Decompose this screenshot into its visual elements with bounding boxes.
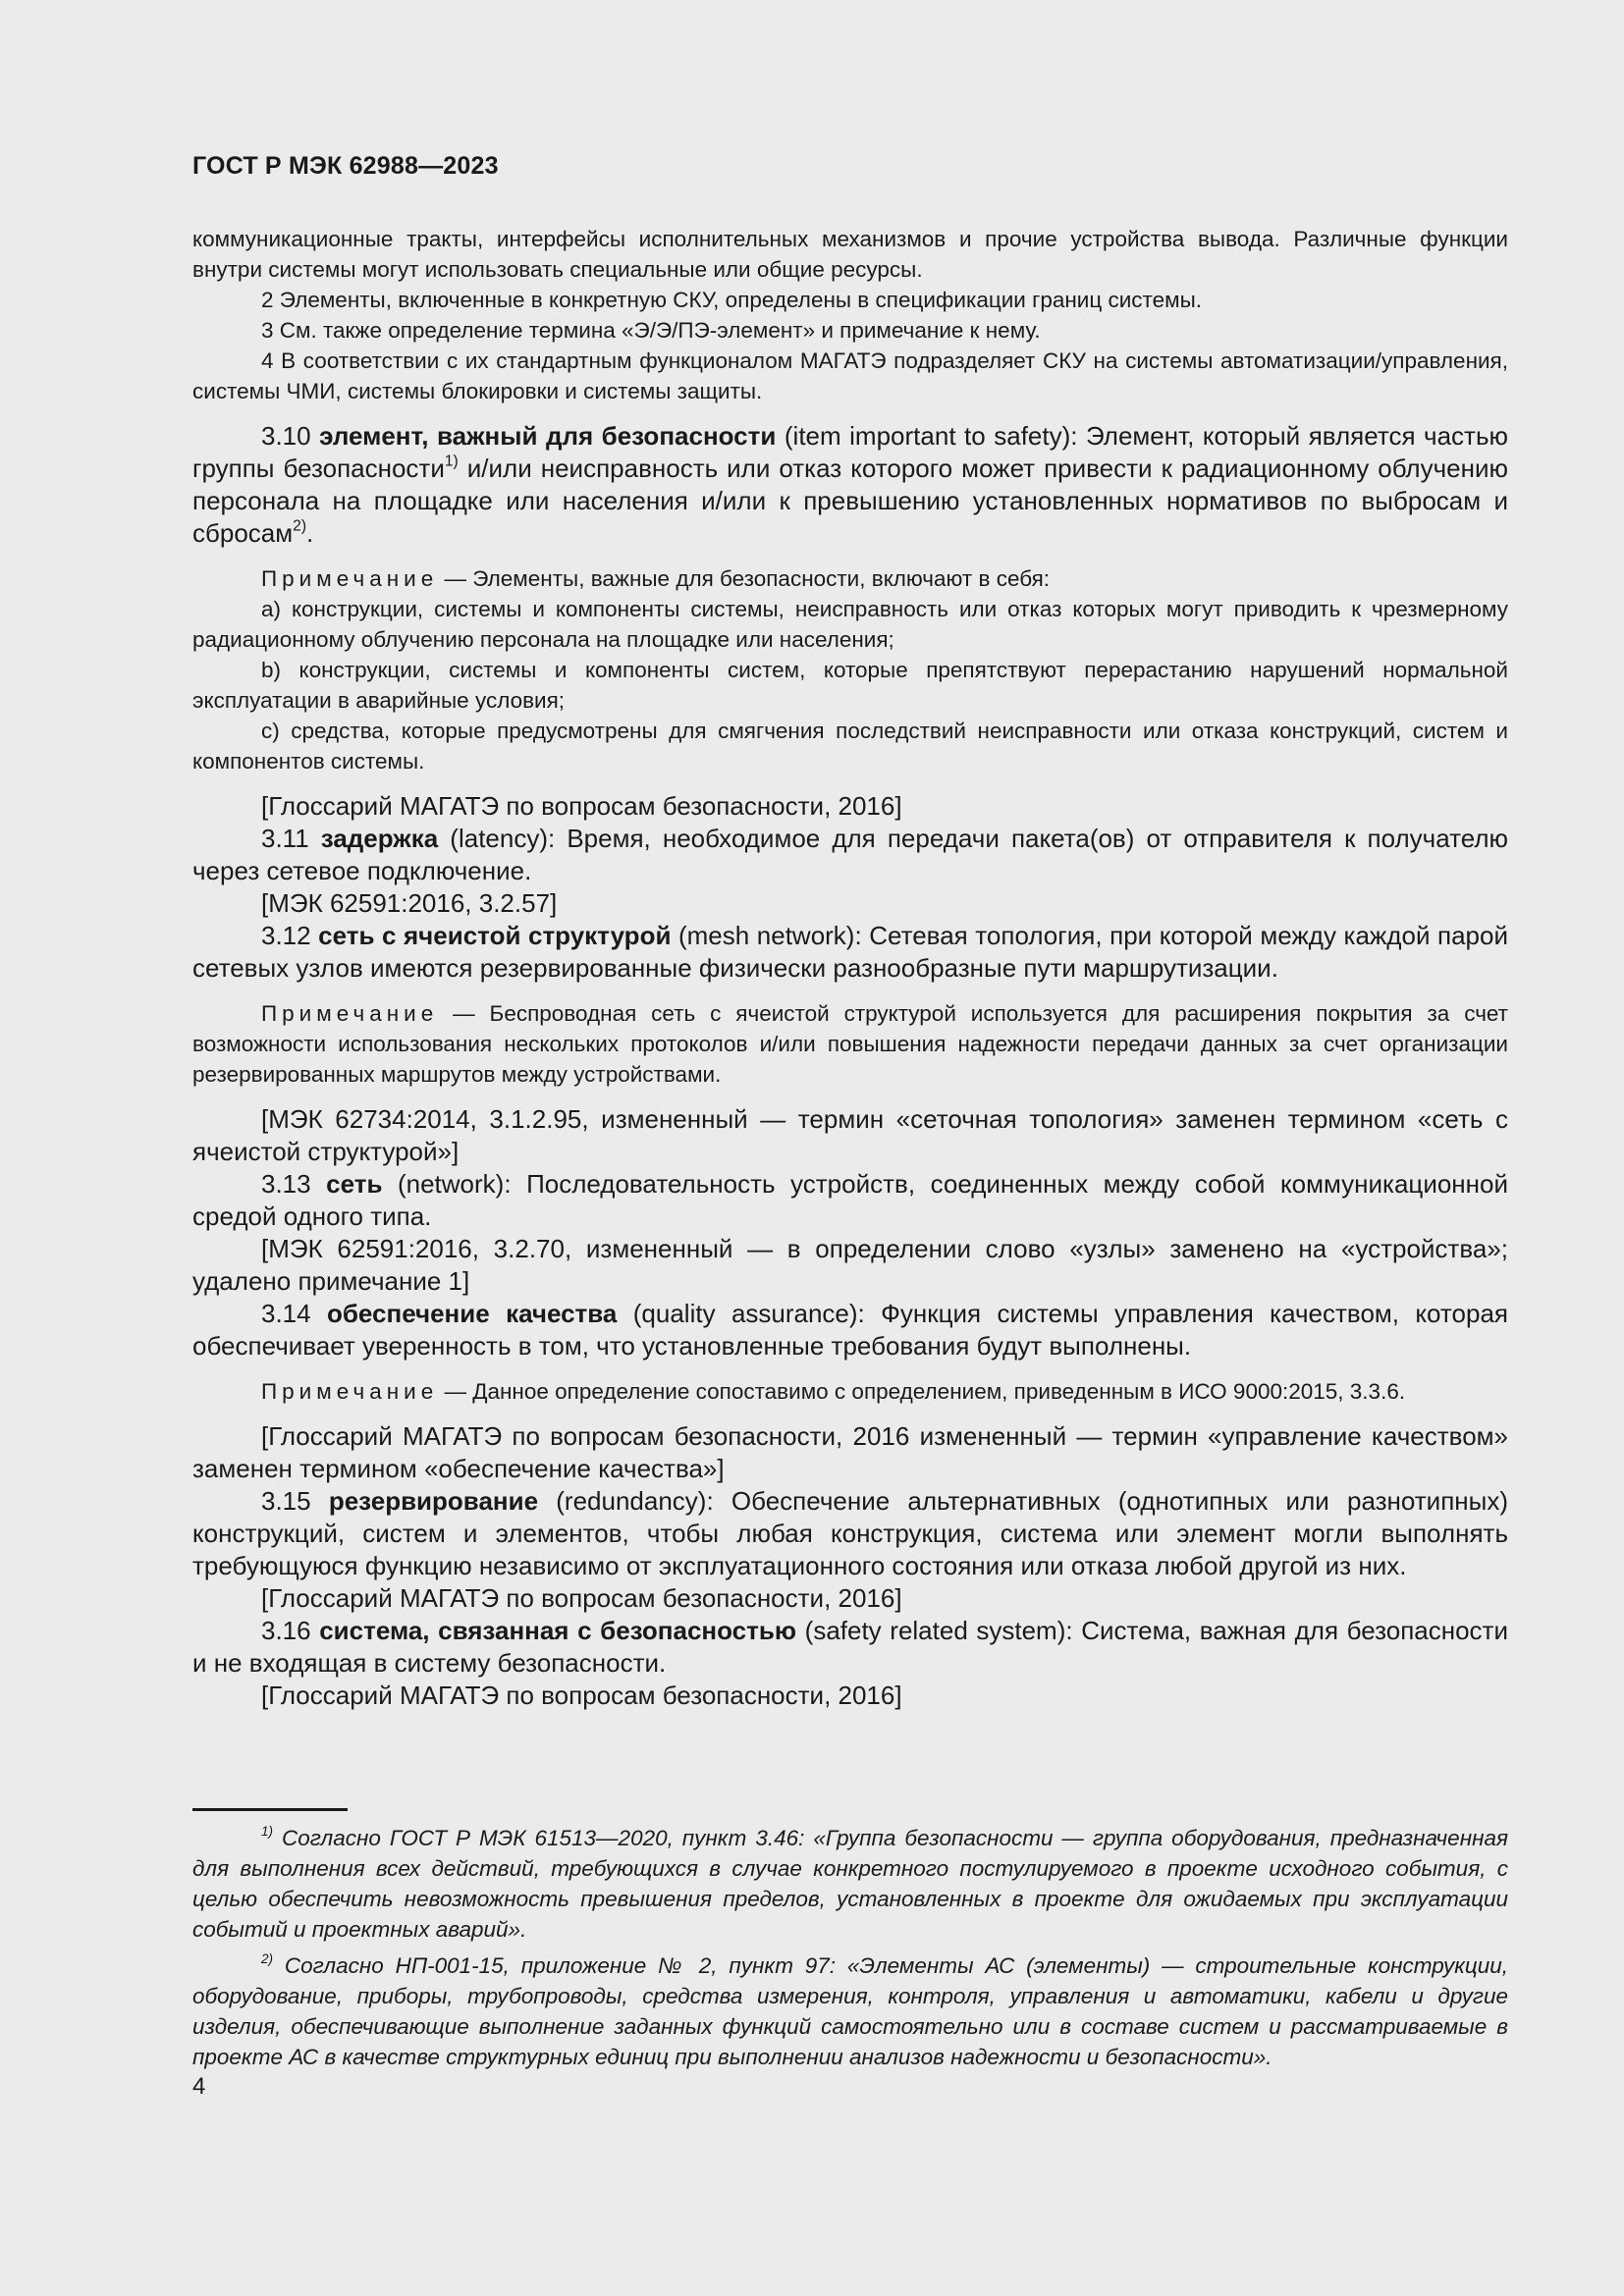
term-definition-end: .: [306, 518, 314, 548]
footnotes: [192, 1808, 1508, 2078]
term-number: 3.10: [261, 421, 320, 451]
note-text: — Беспроводная сеть с ячеистой структурой используется для расширения покрытия за счет возможности использования нескольких протоколов и/или повышения надежности передачи данных за счет организации резервированных маршрутов между устройствами.: [192, 1001, 1508, 1087]
source-3-16: [Глоссарий МАГАТЭ по вопросам безопасности, 2016]: [261, 1681, 902, 1710]
term-name: резервирование: [328, 1486, 539, 1516]
term-definition: (latency): Время, необходимое для передачи пакета(ов) от отправителя к получателю через сетевое подключение.: [192, 824, 1508, 885]
term-definition: (mesh network): Сетевая топология, при которой между каждой парой сетевых узлов имеются резервированные физически разнообразные пути маршрутизации.: [192, 921, 1508, 983]
source-3-12: [МЭК 62734:2014, 3.1.2.95, измененный — термин «сеточная топология» заменен термином «сеть с ячеистой структурой»]: [192, 1104, 1508, 1166]
term-number: 3.15: [261, 1486, 329, 1516]
intro-note-4: 4 В соответствии с их стандартным функционалом МАГАТЭ подразделяет СКУ на системы автоматизации/управления, системы ЧМИ, системы блокировки и системы защиты.: [192, 348, 1508, 403]
term-name: сеть с ячеистой структурой: [318, 921, 672, 950]
note-3-12: [192, 998, 1508, 1090]
term-number: 3.16: [261, 1616, 320, 1645]
note-text: — Данное определение сопоставимо с определением, приведенным в ИСО 9000:2015, 3.3.6.: [438, 1379, 1406, 1404]
note-item-c: c) средства, которые предусмотрены для смягчения последствий неисправности или отказа конструкций, систем и компонентов системы.: [192, 719, 1508, 774]
source-3-14: [Глоссарий МАГАТЭ по вопросам безопасности, 2016 измененный — термин «управление качеством» заменен термином «обеспечение качества»]: [192, 1421, 1508, 1483]
footnote-text: Согласно НП-001-15, приложение № 2, пункт 97: «Элементы АС (элементы) — строительные конструкции, оборудование, приборы, трубопроводы, средства измерения, контроля, управления и автоматики, кабели и другие изделия, обеспечивающие выполнение заданных функций самостоятельно или в составе систем и рассматриваемые в проекте АС в качестве структурных единиц при выполнении анализов надежности и безопасности».: [192, 1953, 1508, 2069]
term-number: 3.12: [261, 921, 319, 950]
term-definition: (network): Последовательность устройств, соединенных между собой коммуникационной средой одного типа.: [192, 1169, 1509, 1231]
term-name: элемент, важный для безопасности: [319, 421, 777, 451]
term-3-14: [192, 1298, 1508, 1362]
note-3-14: [192, 1376, 1508, 1407]
note-text: — Элементы, важные для безопасности, включают в себя:: [438, 566, 1051, 591]
page-number: 4: [192, 2073, 206, 2100]
intro-note-2: 2 Элементы, включенные в конкретную СКУ, определены в спецификации границ системы.: [261, 288, 1203, 312]
source-3-10: [Глоссарий МАГАТЭ по вопросам безопасности, 2016]: [261, 791, 902, 821]
note-item-b: b) конструкции, системы и компоненты систем, которые препятствуют перерастанию нарушений нормальной эксплуатации в аварийные условия;: [192, 658, 1508, 713]
term-number: 3.11: [261, 824, 321, 853]
term-definition: (redundancy): Обеспечение альтернативных (однотипных или разнотипных) конструкций, систем и элементов, чтобы любая конструкция, система или элемент могли выполнять требующуюся функцию независимо от эксплуатационного состояния или отказа любой другой из них.: [192, 1486, 1508, 1580]
term-3-15: [192, 1485, 1508, 1582]
term-3-11: [192, 823, 1508, 887]
note-item-a: a) конструкции, системы и компоненты системы, неисправность или отказ которых могут приводить к чрезмерному радиационному облучению персонала на площадке или населения;: [192, 597, 1508, 652]
source-3-11: [МЭК 62591:2016, 3.2.57]: [261, 888, 558, 918]
footnote-1: [192, 1823, 1508, 1945]
term-definition: (item important to safety): Элемент, который является частью группы безопасности: [192, 421, 1508, 483]
term-definition-cont: и/или неисправность или отказ которого может привести к радиационному облучению персонала на площадке или населения и/или к превышению установленных нормативов по выбросам и сбросам: [192, 454, 1508, 548]
intro-continuation: коммуникационные тракты, интерфейсы исполнительных механизмов и прочие устройства вывода. Различные функции внутри системы могут использовать специальные или общие ресурсы.: [192, 227, 1508, 282]
footnote-mark: 1): [261, 1823, 274, 1839]
term-3-13: [192, 1168, 1508, 1233]
footnote-separator: [192, 1808, 348, 1811]
footnote-2: [192, 1950, 1508, 2072]
term-3-12: [192, 920, 1508, 985]
footnote-ref-1[interactable]: 1): [444, 453, 459, 470]
footnote-mark: 2): [261, 1950, 274, 1966]
term-3-16: [192, 1615, 1508, 1680]
intro-note-3: 3 См. также определение термина «Э/Э/ПЭ-элемент» и примечание к нему.: [261, 318, 1041, 343]
term-name: задержка: [320, 824, 439, 853]
source-3-13: [МЭК 62591:2016, 3.2.70, измененный — в определении слово «узлы» заменено на «устройства»; удалено примечание 1]: [192, 1234, 1508, 1296]
note-3-10: [192, 563, 1508, 594]
note-label: Примечание: [261, 566, 439, 591]
footnote-ref-2[interactable]: 2): [293, 517, 307, 535]
term-number: 3.13: [261, 1169, 327, 1199]
term-name: обеспечение качества: [326, 1299, 618, 1328]
main-content: [192, 224, 1508, 1712]
term-definition: (safety related system): Система, важная для безопасности и не входящая в систему безопасности.: [192, 1616, 1508, 1678]
term-name: система, связанная с безопасностью: [319, 1616, 797, 1645]
term-number: 3.14: [261, 1299, 327, 1328]
note-label: Примечание: [261, 1001, 439, 1026]
term-name: сеть: [326, 1169, 383, 1199]
term-definition: (quality assurance): Функция системы управления качеством, которая обеспечивает уверенность в том, что установленные требования будут выполнены.: [192, 1299, 1508, 1361]
term-3-10: [192, 420, 1508, 550]
source-3-15: [Глоссарий МАГАТЭ по вопросам безопасности, 2016]: [261, 1583, 902, 1613]
page-header: ГОСТ Р МЭК 62988—2023: [192, 152, 499, 180]
footnote-text: Согласно ГОСТ Р МЭК 61513—2020, пункт 3.46: «Группа безопасности — группа оборудования, предназначенная для выполнения всех действий, требующихся в случае конкретного постулируемого в проекте исходного события, с целью обеспечить невозможность превышения пределов, установленных в проекте для ожидаемых при эксплуатации событий и проектных аварий».: [192, 1826, 1508, 1942]
note-label: Примечание: [261, 1379, 439, 1404]
